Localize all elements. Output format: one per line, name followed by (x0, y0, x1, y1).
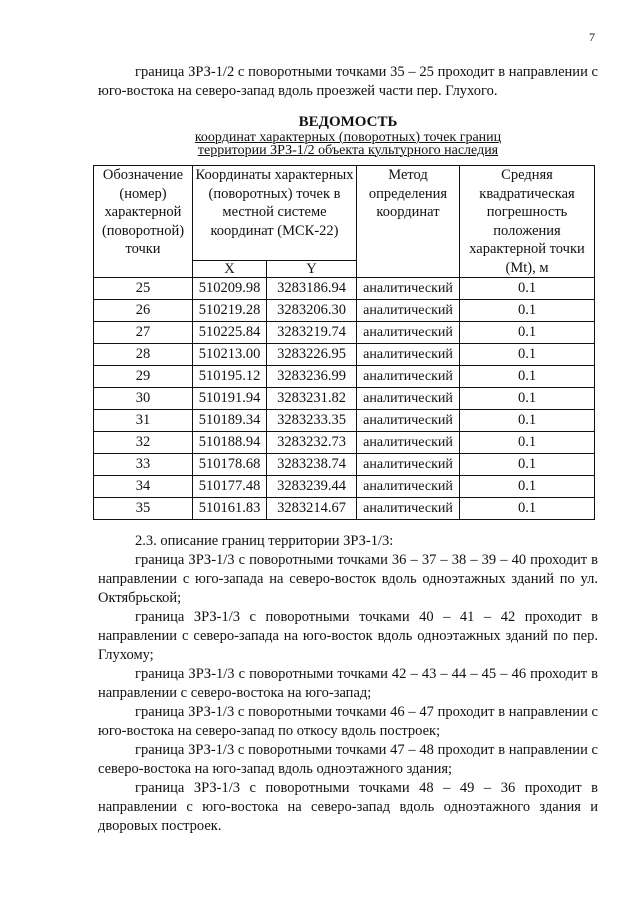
cell-x: 510195.12 (193, 366, 267, 388)
cell-error: 0.1 (460, 410, 595, 432)
header-x: X (193, 261, 267, 278)
cell-method: аналитический (357, 344, 460, 366)
cell-error: 0.1 (460, 498, 595, 520)
statement-subtitle-line2: территории ЗРЗ-1/2 объекта культурного наследия (197, 143, 499, 158)
header-designation: Обозначение (номер) характерной (поворотной) точки (94, 166, 193, 278)
page-number: 7 (589, 30, 595, 44)
cell-point: 29 (94, 366, 193, 388)
cell-y: 3283239.44 (267, 476, 357, 498)
cell-error: 0.1 (460, 366, 595, 388)
cell-point: 34 (94, 476, 193, 498)
table-row (94, 432, 595, 454)
cell-method: аналитический (357, 410, 460, 432)
section-paragraph: граница ЗРЗ-1/3 с поворотными точками 47 – 48 проходит в направлении с северо-востока на юго-запад вдоль одноэтажного здания; (98, 742, 598, 777)
table-row (94, 322, 595, 344)
cell-point: 35 (94, 498, 193, 520)
table-row (94, 498, 595, 520)
cell-x: 510178.68 (193, 454, 267, 476)
cell-error: 0.1 (460, 300, 595, 322)
cell-method: аналитический (357, 322, 460, 344)
cell-error: 0.1 (460, 476, 595, 498)
statement-title: ВЕДОМОСТЬ (298, 114, 398, 130)
table-row (94, 410, 595, 432)
section-paragraph: граница ЗРЗ-1/3 с поворотными точками 46 – 47 проходит в направлении с юго-востока на северо-запад по откосу вдоль построек; (98, 704, 598, 739)
cell-method: аналитический (357, 300, 460, 322)
cell-y: 3283231.82 (267, 388, 357, 410)
cell-point: 31 (94, 410, 193, 432)
table-row (94, 476, 595, 498)
cell-x: 510209.98 (193, 278, 267, 300)
cell-point: 28 (94, 344, 193, 366)
cell-point: 25 (94, 278, 193, 300)
cell-method: аналитический (357, 388, 460, 410)
header-error: Средняя квадратическая погрешность положения характерной точки (Mt), м (460, 166, 595, 278)
section-paragraph: граница ЗРЗ-1/3 с поворотными точками 48 – 49 – 36 проходит в направлении с юго-востока на северо-запад вдоль одноэтажного здания и дворовых построек. (98, 780, 598, 834)
cell-y: 3283238.74 (267, 454, 357, 476)
cell-y: 3283236.99 (267, 366, 357, 388)
table-row (94, 300, 595, 322)
cell-error: 0.1 (460, 344, 595, 366)
section-paragraph: граница ЗРЗ-1/3 с поворотными точками 42 – 43 – 44 – 45 – 46 проходит в направлении с северо-востока на юго-запад; (98, 666, 598, 701)
cell-method: аналитический (357, 366, 460, 388)
cell-method: аналитический (357, 432, 460, 454)
cell-y: 3283233.35 (267, 410, 357, 432)
cell-error: 0.1 (460, 432, 595, 454)
cell-y: 3283232.73 (267, 432, 357, 454)
header-coordinates: Координаты характерных (поворотных) точек в местной системе координат (МСК-22) (193, 166, 357, 261)
cell-error: 0.1 (460, 322, 595, 344)
cell-y: 3283186.94 (267, 278, 357, 300)
section-paragraph: граница ЗРЗ-1/3 с поворотными точками 36 – 37 – 38 – 39 – 40 проходит в направлении с юго-запада на северо-восток вдоль одноэтажных зданий по ул. Октябрьской; (98, 552, 598, 606)
intro-paragraph: граница ЗРЗ-1/2 с поворотными точками 35 – 25 проходит в направлении с юго-востока на северо-запад вдоль проезжей части пер. Глухого. (98, 64, 598, 99)
cell-point: 27 (94, 322, 193, 344)
cell-method: аналитический (357, 476, 460, 498)
cell-error: 0.1 (460, 388, 595, 410)
table-row (94, 344, 595, 366)
cell-method: аналитический (357, 498, 460, 520)
header-y: Y (267, 261, 357, 278)
cell-x: 510188.94 (193, 432, 267, 454)
coordinates-table (93, 165, 595, 520)
section-title: 2.3. описание границ территории ЗРЗ-1/3: (135, 533, 394, 549)
cell-y: 3283206.30 (267, 300, 357, 322)
cell-point: 26 (94, 300, 193, 322)
cell-y: 3283219.74 (267, 322, 357, 344)
cell-method: аналитический (357, 278, 460, 300)
table-row (94, 388, 595, 410)
header-method: Метод определения координат (357, 166, 460, 278)
cell-x: 510189.34 (193, 410, 267, 432)
cell-y: 3283214.67 (267, 498, 357, 520)
cell-x: 510225.84 (193, 322, 267, 344)
cell-x: 510219.28 (193, 300, 267, 322)
cell-method: аналитический (357, 454, 460, 476)
cell-x: 510177.48 (193, 476, 267, 498)
cell-point: 30 (94, 388, 193, 410)
table-row (94, 454, 595, 476)
cell-point: 33 (94, 454, 193, 476)
cell-x: 510191.94 (193, 388, 267, 410)
cell-x: 510213.00 (193, 344, 267, 366)
table-row (94, 366, 595, 388)
cell-y: 3283226.95 (267, 344, 357, 366)
cell-point: 32 (94, 432, 193, 454)
statement-subtitle-line1: координат характерных (поворотных) точек границ (194, 130, 502, 145)
section-paragraph: граница ЗРЗ-1/3 с поворотными точками 40 – 41 – 42 проходит в направлении с северо-запада на юго-восток вдоль одноэтажных зданий по пер. Глухому; (98, 609, 598, 663)
table-row (94, 278, 595, 300)
cell-x: 510161.83 (193, 498, 267, 520)
cell-error: 0.1 (460, 454, 595, 476)
cell-error: 0.1 (460, 278, 595, 300)
